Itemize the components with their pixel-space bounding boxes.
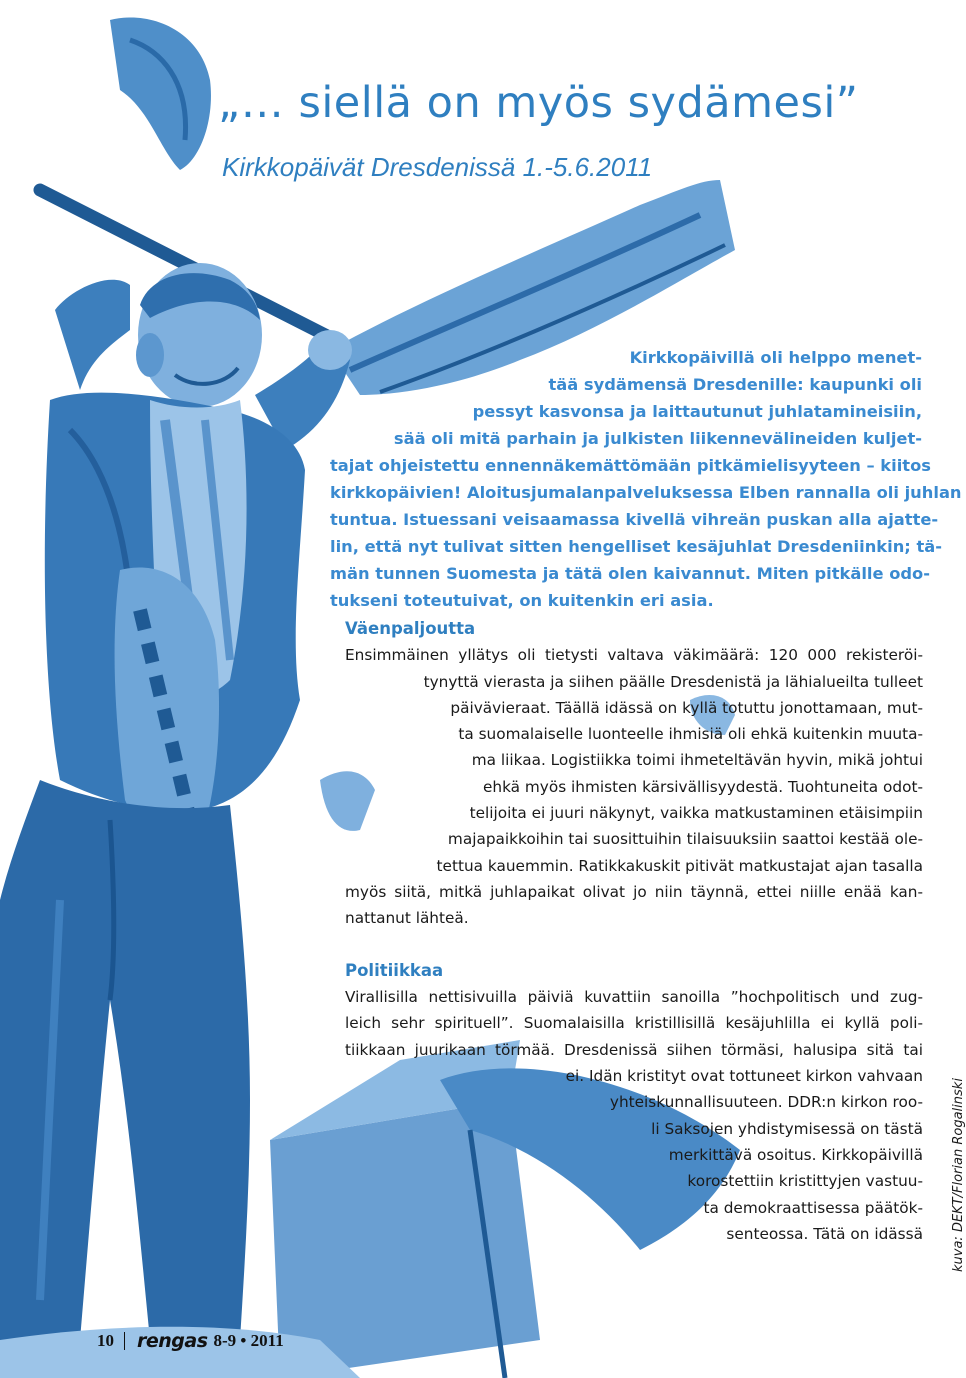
lead-line: kirkkopäivien! Aloitusjumalanpalveluksessa Elben rannalla oli juhlan bbox=[330, 483, 962, 502]
body-line: ta demokraattisessa päätök- bbox=[703, 1198, 923, 1217]
lead-line: Kirkkopäivillä oli helppo menet- bbox=[629, 348, 922, 367]
body-line: ma liikaa. Logistiikka toimi ihmeteltävän hyvin, mikä johtui bbox=[471, 751, 923, 770]
lead-line: sää oli mitä parhain ja julkisten liikennevälineiden kuljet- bbox=[393, 429, 922, 448]
lead-line: lin, että nyt tulivat sitten hengelliset kesäjuhlat Dresdeniinkin; tä- bbox=[330, 537, 943, 556]
section-heading-politiikkaa: Politiikkaa bbox=[345, 960, 444, 980]
body-line: tettua kauemmin. Ratikkakuskit pitivät matkustajat ajan tasalla bbox=[436, 856, 923, 875]
body-line: päivävieraat. Täällä idässä on kyllä totuttu jonottamaan, mut- bbox=[450, 698, 923, 717]
lead-line: tukseni toteutuivat, on kuitenkin eri asia. bbox=[330, 591, 714, 610]
body-line: ei. Idän kristityt ovat tottuneet kirkon vahvaan bbox=[565, 1067, 923, 1086]
body-line: Virallisilla nettisivuilla päiviä kuvattiin sanoilla ”hochpolitisch und zug- bbox=[345, 988, 923, 1007]
page-number: 10 bbox=[97, 1331, 114, 1350]
body-line: li Saksojen yhdistymisessä on tästä bbox=[651, 1119, 923, 1138]
article-title: „… siellä on myös sydämesi” bbox=[218, 78, 859, 128]
body-line: ehkä myös ihmisten kärsivällisyydestä. Tuohtuneita odot- bbox=[482, 777, 923, 796]
lead-line: tuntua. Istuessani veisaamassa kivellä vihreän puskan alla ajatte- bbox=[330, 510, 939, 529]
section-heading-vaenpaljoutta: Väenpaljoutta bbox=[345, 619, 476, 638]
body-line: tiikkaan juurikaan törmää. Dresdenissä siihen törmäsi, halusipa sitä tai bbox=[345, 1040, 923, 1059]
body-line: nattanut lähteä. bbox=[345, 909, 469, 928]
lead-paragraph bbox=[330, 344, 962, 614]
body-line: merkittävä osoitus. Kirkkopäivillä bbox=[668, 1145, 923, 1164]
issue-label: 8-9 • 2011 bbox=[213, 1331, 284, 1350]
photo-credit: kuva: DEKT/Florian Rogalinski bbox=[951, 1078, 966, 1272]
body-line: tynyttä vierasta ja siihen päälle Dresdenistä ja lähialueilta tulleet bbox=[423, 672, 923, 691]
body-line: leich sehr spirituell”. Suomalaisilla kristillisillä kesäjuhlilla ei kyllä poli- bbox=[345, 1014, 923, 1033]
lead-line: tajat ohjeistettu ennennäkemättömään pitkämielisyyteen – kiitos bbox=[330, 456, 931, 475]
body-line: senteossa. Tätä on idässä bbox=[726, 1224, 923, 1243]
magazine-logo: rengas bbox=[137, 1330, 208, 1352]
section-spacer bbox=[345, 932, 923, 958]
body-line: ta suomalaiselle luonteelle ihmisiä oli ehkä kuitenkin muuta- bbox=[458, 725, 923, 744]
page-footer bbox=[97, 1328, 284, 1354]
body-line: yhteiskunnallisuuteen. DDR:n kirkon roo- bbox=[609, 1093, 923, 1112]
lead-line: tää sydämensä Dresdenille: kaupunki oli bbox=[548, 375, 922, 394]
article-body bbox=[345, 616, 923, 1247]
lead-line: män tunnen Suomesta ja tätä olen kaivannut. Miten pitkälle odo- bbox=[330, 564, 930, 583]
body-line: myös siitä, mitkä juhlapaikat olivat jo niin täynnä, ettei niille enää kan- bbox=[345, 882, 923, 901]
body-line: Ensimmäinen yllätys oli tietysti valtava väkimäärä: 120 000 rekisteröi- bbox=[345, 646, 923, 665]
lead-line: pessyt kasvonsa ja laittautunut juhlatamineisiin, bbox=[472, 402, 922, 421]
body-line: telijoita ei juuri näkynyt, vaikka matkustaminen etäisimpiin bbox=[469, 804, 923, 823]
body-line: majapaikkoihin tai suosittuihin tilaisuuksiin saattoi kestää ole- bbox=[447, 830, 923, 849]
article-subtitle: Kirkkopäivät Dresdenissä 1.-5.6.2011 bbox=[222, 152, 653, 182]
body-line: korostettiin kristittyjen vastuu- bbox=[687, 1172, 923, 1191]
footer-divider bbox=[124, 1332, 125, 1350]
